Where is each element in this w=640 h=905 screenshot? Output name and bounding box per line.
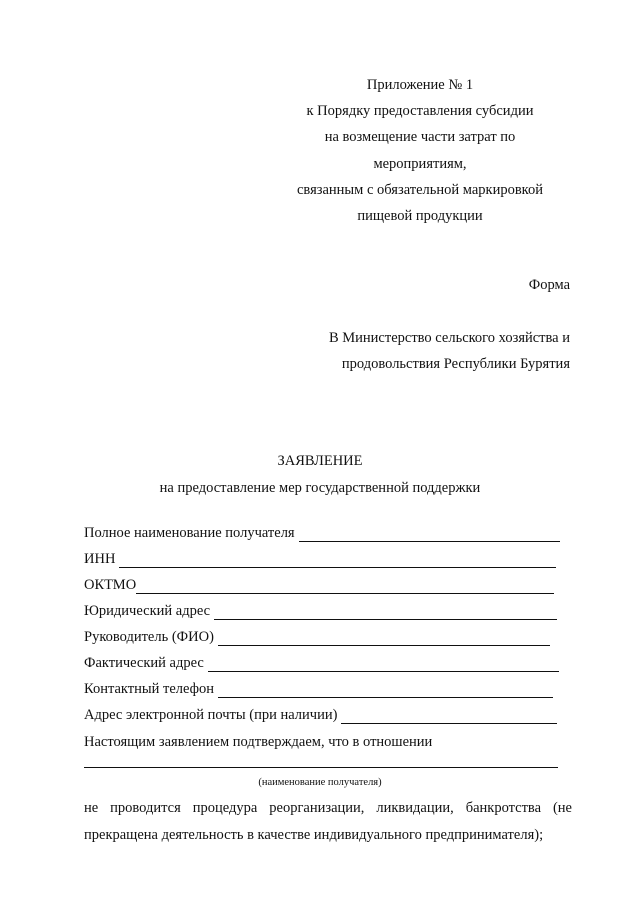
recipient-caption: (наименование получателя) [258, 777, 382, 788]
actual-address-blank[interactable] [208, 657, 559, 672]
field-head [84, 628, 550, 646]
oktmo-blank[interactable] [136, 579, 554, 594]
addressee-line: продовольствия Республики Бурятия [341, 356, 570, 372]
full-name-blank[interactable] [299, 527, 560, 542]
appendix-line: мероприятиям, [373, 156, 467, 172]
field-label: Полное наименование получателя [84, 525, 295, 541]
field-label: Контактный телефон [84, 681, 215, 697]
field-label: Адрес электронной почты (при наличии) [84, 707, 338, 723]
document-title: ЗАЯВЛЕНИЕ [277, 453, 363, 469]
appendix-line: связанным с обязательной маркировкой [296, 182, 544, 198]
paragraph-text: не проводится процедура реорганизации, ликвидации, банкротства (не прекращена деятельность в качестве индивидуального предпринимателя); [84, 800, 572, 843]
phone-blank[interactable] [218, 683, 553, 698]
field-label: Руководитель (ФИО) [84, 629, 214, 645]
field-legal-address [84, 602, 557, 620]
confirm-text: Настоящим заявлением подтверждаем, что в отношении [84, 734, 433, 750]
head-blank[interactable] [218, 631, 550, 646]
recipient-name-blank[interactable] [84, 767, 558, 768]
field-inn [84, 550, 556, 568]
field-email [84, 706, 557, 724]
document-subtitle: на предоставление мер государственной поддержки [159, 480, 481, 496]
email-blank[interactable] [341, 709, 557, 724]
field-actual-address [84, 654, 559, 672]
addressee-line: В Министерство сельского хозяйства и [328, 330, 570, 346]
appendix-line: на возмещение части затрат по [324, 129, 516, 145]
form-label: Форма [528, 277, 570, 293]
field-phone [84, 680, 553, 698]
legal-address-blank[interactable] [214, 605, 557, 620]
appendix-line: Приложение № 1 [366, 77, 474, 93]
field-oktmo [84, 576, 554, 594]
field-label: Фактический адрес [84, 655, 204, 671]
appendix-line: пищевой продукции [357, 208, 483, 224]
field-label: ИНН [84, 551, 116, 567]
field-label: ОКТМО [84, 577, 137, 593]
field-label: Юридический адрес [84, 603, 211, 619]
inn-blank[interactable] [119, 553, 556, 568]
field-full-name [84, 524, 560, 542]
appendix-line: к Порядку предоставления субсидии [306, 103, 534, 119]
